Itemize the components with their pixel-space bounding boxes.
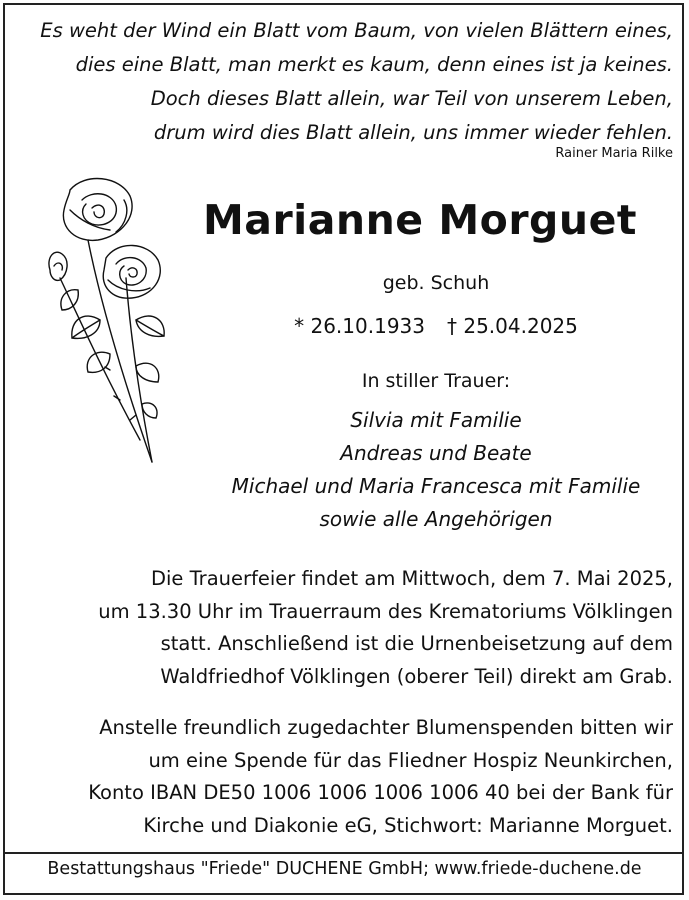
poem-author: Rainer Maria Rilke xyxy=(555,146,673,161)
mourner: Andreas und Beate xyxy=(340,441,532,465)
poem-line: dies eine Blatt, man merkt es kaum, denn eines ist ja keines. xyxy=(75,53,673,76)
poem-line: Es weht der Wind ein Blatt vom Baum, von vielen Blättern eines, xyxy=(40,19,673,42)
funeral-line: statt. Anschließend ist die Urnenbeisetzung auf dem xyxy=(160,632,673,655)
poem-line: drum wird dies Blatt allein, uns immer wieder fehlen. xyxy=(153,121,673,144)
donation-info xyxy=(13,712,673,842)
rose-illustration-icon xyxy=(40,170,180,470)
donation-line: Kirche und Diakonie eG, Stichwort: Marianne Morguet. xyxy=(143,813,673,837)
mourning-intro: In stiller Trauer: xyxy=(361,370,511,392)
funeral-line: um 13.30 Uhr im Trauerraum des Krematoriums Völklingen xyxy=(98,599,673,623)
life-dates xyxy=(186,314,686,338)
mourner: Michael und Maria Francesca mit Familie xyxy=(231,474,641,498)
deceased-name: Marianne Morguet xyxy=(203,196,637,244)
poem xyxy=(13,14,673,150)
footer-text: Bestattungshaus "Friede" DUCHENE GmbH; www.friede-duchene.de xyxy=(47,859,642,879)
footer-divider xyxy=(5,852,684,854)
donation-line: Anstelle freundlich zugedachter Blumenspenden bitten wir xyxy=(99,716,673,739)
mourner: sowie alle Angehörigen xyxy=(319,507,553,531)
born-name: geb. Schuh xyxy=(382,272,490,294)
death-date: † 25.04.2025 xyxy=(447,314,578,338)
donation-line: Konto IBAN DE50 1006 1006 1006 1006 40 bei der Bank für xyxy=(88,781,673,804)
mourner: Silvia mit Familie xyxy=(350,408,522,432)
birth-date: * 26.10.1933 xyxy=(294,314,425,338)
poem-line: Doch dieses Blatt allein, war Teil von unserem Leben, xyxy=(150,87,673,110)
donation-line: um eine Spende für das Fliedner Hospiz Neunkirchen, xyxy=(148,748,673,772)
funeral-line: Die Trauerfeier findet am Mittwoch, dem 7. Mai 2025, xyxy=(151,567,673,590)
funeral-info xyxy=(13,563,673,693)
funeral-line: Waldfriedhof Völklingen (oberer Teil) direkt am Grab. xyxy=(160,664,673,688)
mourners-list xyxy=(186,404,686,536)
